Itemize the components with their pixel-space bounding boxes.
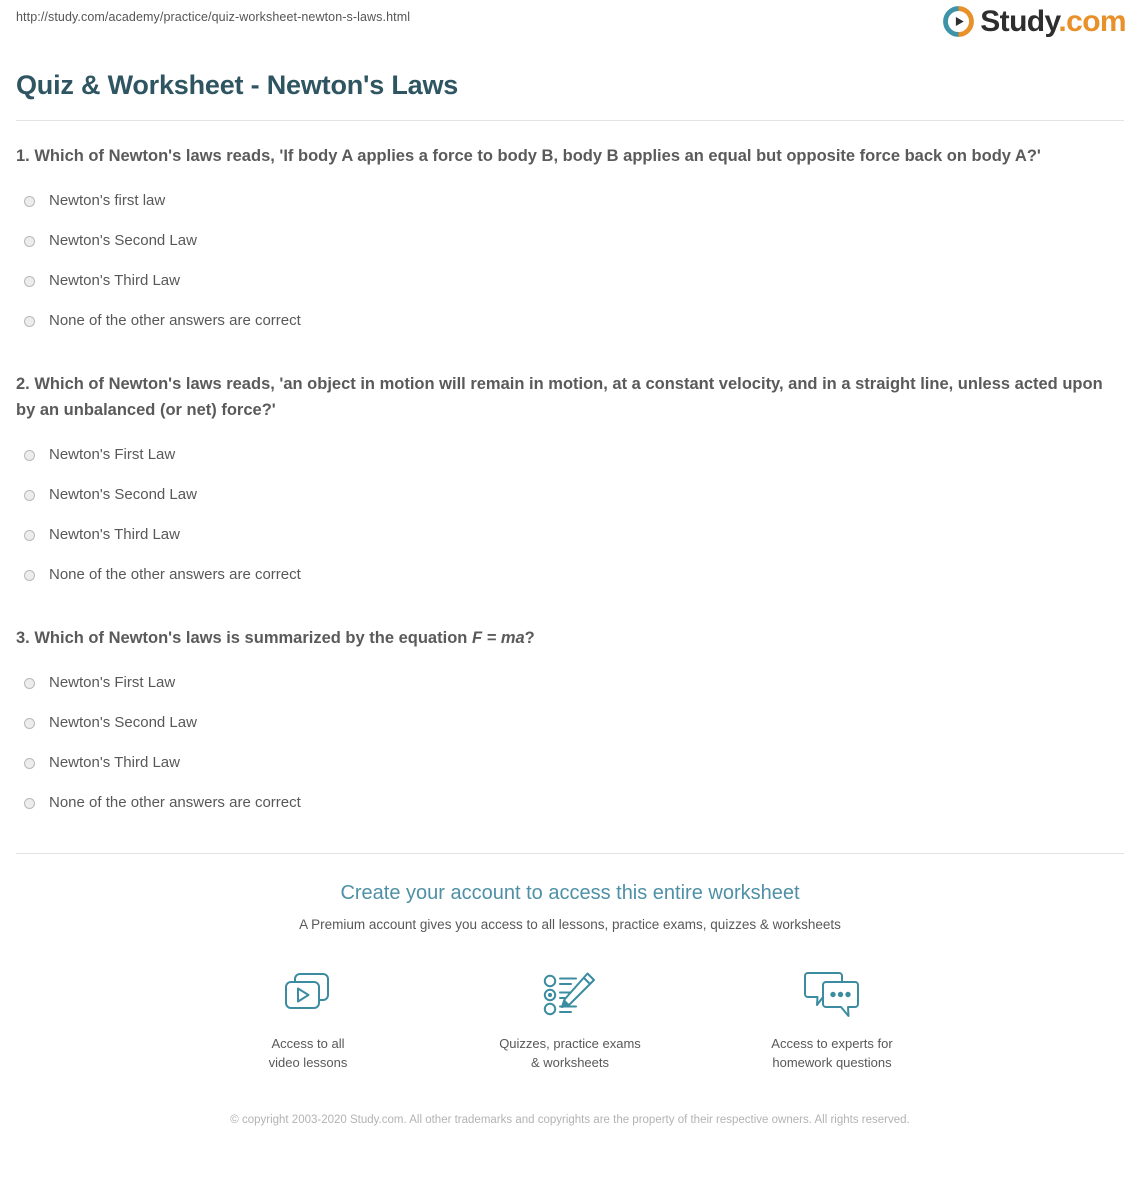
question-block	[16, 143, 1124, 341]
question-body: Which of Newton's laws is summarized by the equation	[34, 629, 472, 647]
question-body: Which of Newton's laws reads, 'If body A applies a force to body B, body B applies an equal but opposite force back on body A?'	[34, 147, 1041, 165]
logo-name: Study	[980, 4, 1059, 38]
option-row[interactable]	[16, 221, 1124, 261]
radio-button-icon[interactable]	[24, 718, 35, 729]
options-list	[16, 435, 1124, 595]
option-label: None of the other answers are correct	[49, 566, 301, 583]
feature-label	[233, 1034, 383, 1072]
radio-button-icon[interactable]	[24, 798, 35, 809]
radio-button-icon[interactable]	[24, 450, 35, 461]
questions-list	[16, 143, 1124, 823]
radio-button-icon[interactable]	[24, 316, 35, 327]
page-title: Quiz & Worksheet - Newton's Laws	[16, 70, 459, 100]
video-lessons-icon	[233, 967, 383, 1023]
option-row[interactable]	[16, 435, 1124, 475]
option-label: None of the other answers are correct	[49, 794, 301, 811]
option-row[interactable]	[16, 515, 1124, 555]
question-number: 3.	[16, 629, 30, 647]
option-row[interactable]	[16, 783, 1124, 823]
option-row[interactable]	[16, 301, 1124, 341]
option-row[interactable]	[16, 703, 1124, 743]
feature-label	[757, 1034, 907, 1072]
feature-label-line1: Quizzes, practice exams	[499, 1036, 641, 1051]
option-row[interactable]	[16, 743, 1124, 783]
option-label: Newton's First Law	[49, 674, 176, 691]
question-number: 1.	[16, 147, 30, 165]
option-label: Newton's Third Law	[49, 526, 180, 543]
radio-button-icon[interactable]	[24, 678, 35, 689]
radio-button-icon[interactable]	[24, 490, 35, 501]
logo-suffix: .com	[1058, 4, 1126, 38]
option-label: Newton's Second Law	[49, 714, 197, 731]
worksheet-body	[0, 68, 1140, 1129]
option-row[interactable]	[16, 663, 1124, 703]
radio-button-icon[interactable]	[24, 236, 35, 247]
feature-label-line1: Access to experts for	[771, 1036, 893, 1051]
option-row[interactable]	[16, 261, 1124, 301]
url-text: http://study.com/academy/practice/quiz-worksheet-newton-s-laws.html	[16, 10, 411, 24]
option-label: Newton's Third Law	[49, 272, 180, 289]
question-tail: ?	[524, 629, 535, 647]
option-label: None of the other answers are correct	[49, 312, 301, 329]
title-divider	[16, 120, 1124, 121]
study-com-logo[interactable]	[943, 0, 1126, 37]
feature-experts	[757, 967, 907, 1072]
feature-quizzes	[495, 967, 645, 1072]
option-label: Newton's First Law	[49, 446, 176, 463]
create-account-cta	[16, 854, 1124, 935]
feature-label-line2: & worksheets	[530, 1055, 610, 1070]
radio-button-icon[interactable]	[24, 758, 35, 769]
option-row[interactable]	[16, 555, 1124, 595]
options-list	[16, 181, 1124, 341]
question-text	[16, 371, 1124, 423]
options-list	[16, 663, 1124, 823]
question-number: 2.	[16, 375, 30, 393]
quiz-pencil-icon	[495, 967, 645, 1023]
play-circle-icon	[943, 6, 974, 37]
option-label: Newton's Third Law	[49, 754, 180, 771]
radio-button-icon[interactable]	[24, 530, 35, 541]
option-label: Newton's first law	[49, 192, 166, 209]
feature-label-line1: Access to all	[271, 1036, 345, 1051]
create-account-link[interactable]: Create your account to access this entire worksheet	[340, 882, 800, 904]
question-text	[16, 625, 1124, 651]
option-row[interactable]	[16, 181, 1124, 221]
radio-button-icon[interactable]	[24, 570, 35, 581]
copyright-text: © copyright 2003-2020 Study.com. All other trademarks and copyrights are the property of their respective owners. All rights reserved.	[230, 1114, 910, 1126]
radio-button-icon[interactable]	[24, 276, 35, 287]
option-label: Newton's Second Law	[49, 486, 197, 503]
logo-wordmark	[980, 4, 1126, 38]
feature-label-line2: homework questions	[772, 1055, 892, 1070]
features-row	[16, 967, 1124, 1072]
question-body: Which of Newton's laws reads, 'an object in motion will remain in motion, at a constant velocity, and in a straight line, unless acted upon by an unbalanced (or net) force?'	[16, 375, 1103, 419]
option-label: Newton's Second Law	[49, 232, 197, 249]
browser-top-bar	[0, 0, 1140, 52]
option-row[interactable]	[16, 475, 1124, 515]
feature-video-lessons	[233, 967, 383, 1072]
feature-label-line2: video lessons	[268, 1055, 348, 1070]
question-text	[16, 143, 1124, 169]
question-block	[16, 371, 1124, 595]
question-equation: F = ma	[471, 629, 525, 647]
premium-subtitle: A Premium account gives you access to all lessons, practice exams, quizzes & worksheets	[299, 917, 841, 932]
question-block	[16, 625, 1124, 823]
feature-label	[495, 1034, 645, 1072]
chat-bubbles-icon	[757, 967, 907, 1023]
radio-button-icon[interactable]	[24, 196, 35, 207]
